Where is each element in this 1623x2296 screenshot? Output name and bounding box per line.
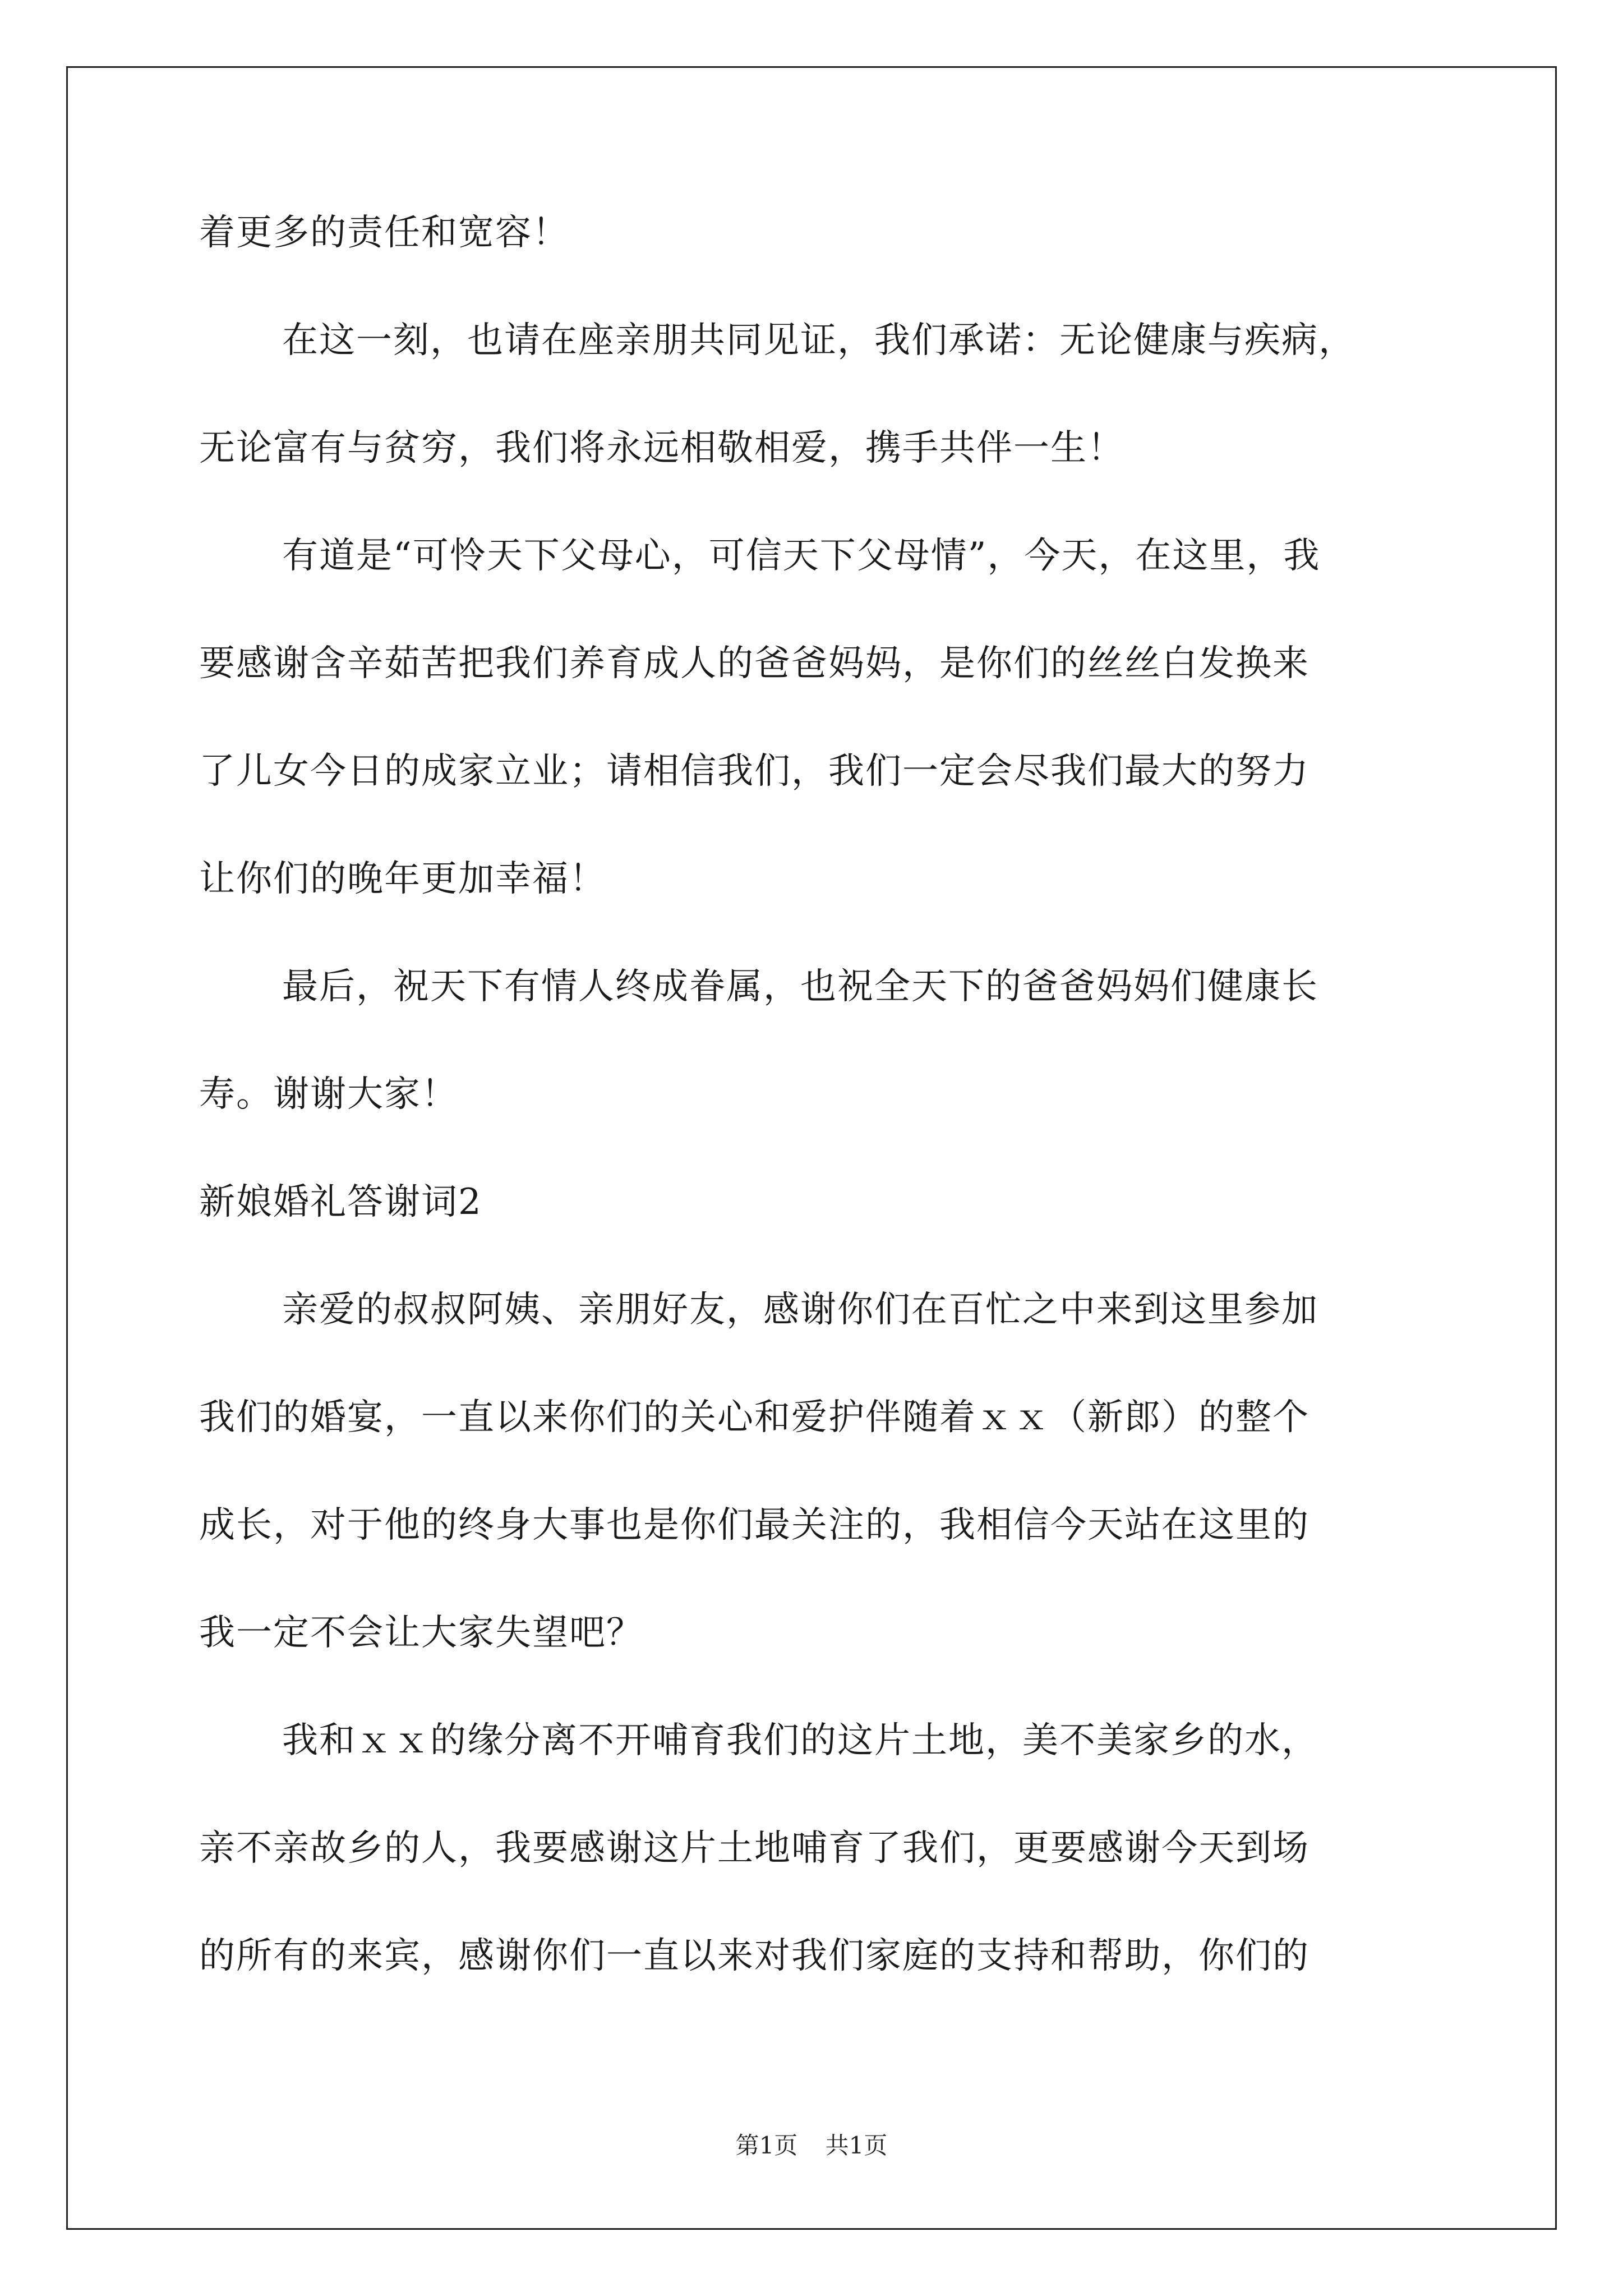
paragraph-start-line: 亲爱的叔叔阿姨、亲朋好友，感谢你们在百忙之中来到这里参加 — [282, 1289, 1318, 1331]
text-line: 了儿女今日的成家立业；请相信我们，我们一定会尽我们最大的努力 — [199, 751, 1310, 792]
paragraph-start-line: 有道是“可怜天下父母心，可信天下父母情”，今天，在这里，我 — [282, 535, 1321, 577]
page-footer — [0, 2132, 1623, 2160]
page-border — [66, 66, 1557, 2230]
page-number: 第1页 — [735, 2132, 798, 2159]
text-line: 寿。谢谢大家！ — [199, 1074, 458, 1115]
text-line: 我一定不会让大家失望吧？ — [199, 1612, 643, 1654]
text-line: 无论富有与贫穷，我们将永远相敬相爱，携手共伴一生！ — [199, 427, 1124, 469]
text-line: 要感谢含辛茹苦把我们养育成人的爸爸妈妈，是你们的丝丝白发换来 — [199, 643, 1310, 684]
section-heading: 新娘婚礼答谢词2 — [199, 1181, 482, 1223]
text-line: 成长，对于他的终身大事也是你们最关注的，我相信今天站在这里的 — [199, 1504, 1310, 1546]
text-line: 的所有的来宾，感谢你们一直以来对我们家庭的支持和帮助，你们的 — [199, 1935, 1310, 1977]
text-line: 我们的婚宴，一直以来你们的关心和爱护伴随着ｘｘ（新郎）的整个 — [199, 1397, 1310, 1438]
text-line: 亲不亲故乡的人，我要感谢这片土地哺育了我们，更要感谢今天到场 — [199, 1828, 1310, 1869]
page-total: 共1页 — [825, 2132, 888, 2159]
text-line: 着更多的责任和宽容！ — [199, 212, 569, 254]
paragraph-start-line: 我和ｘｘ的缘分离不开哺育我们的这片土地，美不美家乡的水， — [282, 1720, 1318, 1761]
text-line: 让你们的晚年更加幸福！ — [199, 858, 606, 900]
paragraph-start-line: 在这一刻，也请在座亲朋共同见证，我们承诺：无论健康与疾病， — [282, 320, 1355, 361]
paragraph-start-line: 最后，祝天下有情人终成眷属，也祝全天下的爸爸妈妈们健康长 — [282, 966, 1318, 1007]
